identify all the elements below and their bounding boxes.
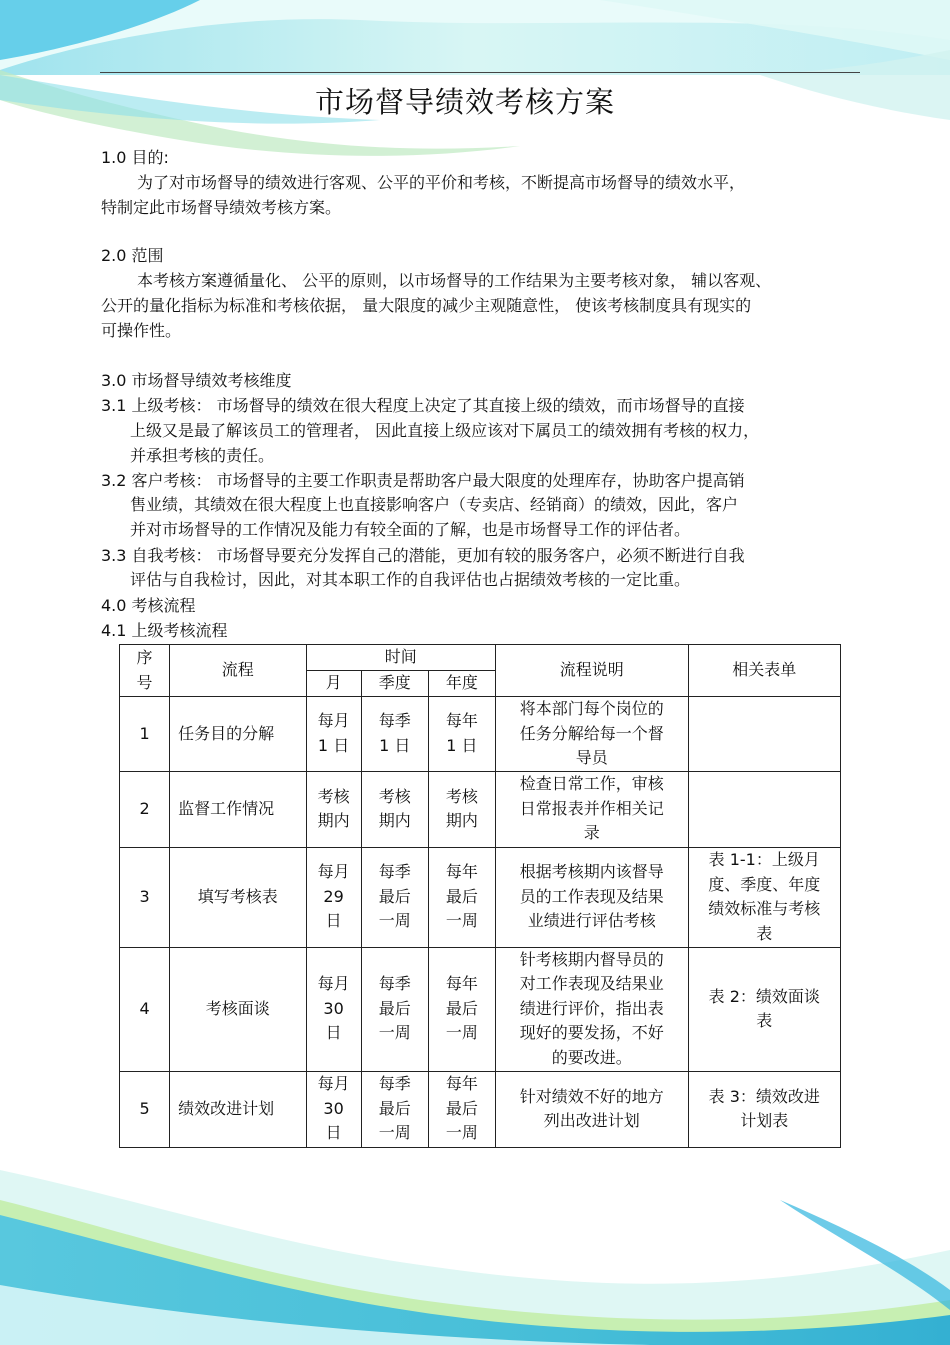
cell-description-line: 员的工作表现及结果 xyxy=(519,886,664,906)
cell-year-line: 最后 xyxy=(445,1098,478,1118)
header-rule xyxy=(100,72,860,73)
cell-quarter xyxy=(361,847,428,947)
cell-description xyxy=(496,1071,689,1147)
cell-description-line: 对工作表现及结果业 xyxy=(519,974,664,994)
cell-description-line: 日常报表并作相关记 xyxy=(519,798,664,818)
section-2-heading: 2.0 范围 xyxy=(101,246,164,265)
header-time: 时间 xyxy=(306,645,496,671)
section-3-1-line: 3.1 上级考核： 市场督导的绩效在很大程度上决定了其直接上级的绩效，而市场督导的直接 xyxy=(101,396,745,415)
cell-year-line: 期内 xyxy=(445,811,478,830)
cell-quarter-line: 每季 xyxy=(378,974,411,994)
cell-quarter-line: 一周 xyxy=(378,1123,411,1143)
cell-year xyxy=(428,771,495,847)
cell-quarter xyxy=(361,947,428,1071)
cell-description xyxy=(496,697,689,772)
cell-description-line: 业绩进行评估考核 xyxy=(527,911,656,931)
header-description: 流程说明 xyxy=(496,645,689,697)
cell-quarter-line: 最后 xyxy=(378,1098,411,1118)
cell-month-line: 1 日 xyxy=(317,735,350,755)
cell-year-line: 一周 xyxy=(445,1023,478,1043)
cell-month-line: 日 xyxy=(325,1123,342,1143)
cell-month-line: 30 xyxy=(323,998,344,1018)
table-row xyxy=(120,1071,841,1147)
cell-month-line: 期内 xyxy=(317,811,350,830)
cell-month xyxy=(306,771,361,847)
cell-quarter xyxy=(361,1071,428,1147)
section-1-text-line: 特制定此市场督导绩效考核方案。 xyxy=(101,198,342,217)
cell-forms xyxy=(688,771,840,847)
cell-year-line: 最后 xyxy=(445,886,478,906)
cell-process xyxy=(170,771,306,847)
cell-process-line: 填写考核表 xyxy=(197,886,278,906)
cell-seq-line: 2 xyxy=(139,798,150,818)
cell-seq-line: 1 xyxy=(139,723,150,743)
cell-month-line: 每月 xyxy=(317,1074,350,1094)
section-3-1-line: 并承担考核的责任。 xyxy=(130,446,275,465)
cell-forms-line: 表 3：绩效改进 xyxy=(708,1086,820,1106)
cell-description-line: 列出改进计划 xyxy=(543,1111,640,1130)
cell-forms-line: 表 xyxy=(756,923,773,943)
cell-year xyxy=(428,847,495,947)
table-row xyxy=(120,847,841,947)
cell-forms-line: 绩效标准与考核 xyxy=(708,899,821,918)
table-row xyxy=(120,697,841,772)
cell-year-line: 最后 xyxy=(445,998,478,1018)
header-forms: 相关表单 xyxy=(688,645,840,697)
section-3-1-line: 上级又是最了解该员工的管理者， 因此直接上级应该对下属员工的绩效拥有考核的权力， xyxy=(130,421,760,440)
cell-description-line: 针考核期内督导员的 xyxy=(519,949,664,969)
section-3-2-line: 并对市场督导的工作情况及能力有较全面的了解，也是市场督导工作的评估者。 xyxy=(130,520,691,539)
cell-year-line: 每年 xyxy=(445,862,478,882)
cell-description-line: 绩进行评价，指出表 xyxy=(519,998,664,1018)
cell-description xyxy=(496,847,689,947)
cell-seq xyxy=(120,847,170,947)
cell-process xyxy=(170,947,306,1071)
cell-description-line: 任务分解给每一个督 xyxy=(519,723,664,743)
cell-seq-line: 5 xyxy=(139,1098,150,1118)
cell-year-line: 每年 xyxy=(445,711,478,731)
cell-description-line: 将本部门每个岗位的 xyxy=(519,699,664,718)
cell-month-line: 30 xyxy=(323,1098,344,1118)
cell-quarter-line: 最后 xyxy=(378,886,411,906)
cell-process xyxy=(170,847,306,947)
cell-forms xyxy=(688,847,840,947)
cell-quarter-line: 最后 xyxy=(378,998,411,1018)
cell-description-line: 的要改进。 xyxy=(551,1047,632,1067)
cell-year-line: 一周 xyxy=(445,911,478,931)
cell-process-line: 任务目的分解 xyxy=(178,723,275,743)
cell-month-line: 日 xyxy=(325,1023,342,1043)
cell-quarter xyxy=(361,697,428,772)
header-seq xyxy=(120,645,170,697)
cell-description-line: 针对绩效不好的地方 xyxy=(519,1086,664,1106)
cell-month-line: 每月 xyxy=(317,711,350,731)
cell-month-line: 日 xyxy=(325,911,342,931)
cell-process xyxy=(170,697,306,772)
cell-quarter-line: 每季 xyxy=(378,862,411,882)
section-1-heading: 1.0 目的: xyxy=(101,148,169,167)
review-process-table xyxy=(119,644,841,1148)
header-year: 年度 xyxy=(428,671,495,697)
cell-month xyxy=(306,697,361,772)
cell-forms xyxy=(688,697,840,772)
section-3-3-line: 3.3 自我考核： 市场督导要充分发挥自己的潜能，更加有较的服务客户，必须不断进行自我 xyxy=(101,546,745,565)
cell-process-line: 绩效改进计划 xyxy=(178,1098,275,1118)
section-3-2-line: 3.2 客户考核： 市场督导的主要工作职责是帮助客户最大限度的处理库存，协助客户提高销 xyxy=(101,471,745,490)
cell-year-line: 每年 xyxy=(445,1074,478,1094)
header-quarter: 季度 xyxy=(361,671,428,697)
cell-year-line: 一周 xyxy=(445,1123,478,1143)
cell-month-line: 每月 xyxy=(317,862,350,882)
cell-quarter-line: 期内 xyxy=(378,811,411,830)
table-header-row xyxy=(120,645,841,671)
table-row xyxy=(120,771,841,847)
cell-description-line: 检查日常工作，审核 xyxy=(519,774,664,794)
cell-forms-line: 计划表 xyxy=(740,1111,789,1130)
cell-seq xyxy=(120,697,170,772)
section-2-text-line: 本考核方案遵循量化、 公平的原则，以市场督导的工作结果为主要考核对象， 辅以客观、 xyxy=(137,271,772,290)
cell-quarter xyxy=(361,771,428,847)
header-seq-line: 号 xyxy=(136,672,153,692)
cell-process-line: 监督工作情况 xyxy=(178,798,275,818)
header-month: 月 xyxy=(306,671,361,697)
cell-month xyxy=(306,847,361,947)
cell-quarter-line: 一周 xyxy=(378,1023,411,1043)
cell-month-line: 每月 xyxy=(317,974,350,994)
cell-forms xyxy=(688,1071,840,1147)
cell-description-line: 根据考核期内该督导 xyxy=(519,862,664,882)
cell-quarter-line: 1 日 xyxy=(379,735,411,755)
cell-month xyxy=(306,1071,361,1147)
cell-process xyxy=(170,1071,306,1147)
cell-quarter-line: 考核 xyxy=(378,786,411,806)
cell-forms-line: 表 1-1：上级月 xyxy=(708,850,820,869)
section-2-text-line: 公开的量化指标为标准和考核依据， 量大限度的减少主观随意性， 使该考核制度具有现实的 xyxy=(101,296,752,315)
cell-forms-line: 表 2：绩效面谈 xyxy=(708,986,820,1006)
cell-quarter-line: 每季 xyxy=(378,711,411,731)
document-title: 市场督导绩效考核方案 xyxy=(314,85,615,119)
cell-year-line: 每年 xyxy=(445,974,478,994)
cell-seq-line: 3 xyxy=(139,886,150,906)
cell-year xyxy=(428,1071,495,1147)
cell-description-line: 现好的要发扬，不好 xyxy=(519,1023,664,1043)
cell-quarter-line: 一周 xyxy=(378,911,411,931)
header-seq-line: 序 xyxy=(136,648,153,667)
cell-description-line: 导员 xyxy=(575,748,608,767)
cell-year xyxy=(428,947,495,1071)
cell-year-line: 考核 xyxy=(445,786,478,806)
cell-forms xyxy=(688,947,840,1071)
cell-year xyxy=(428,697,495,772)
section-3-3-line: 评估与自我检讨，因此，对其本职工作的自我评估也占据绩效考核的一定比重。 xyxy=(130,570,691,589)
cell-process-line: 考核面谈 xyxy=(205,998,270,1018)
cell-description xyxy=(496,771,689,847)
cell-forms-line: 度、季度、年度 xyxy=(708,874,821,894)
section-4-1-heading: 4.1 上级考核流程 xyxy=(101,621,228,640)
cell-forms-line: 表 xyxy=(756,1011,773,1030)
cell-month-line: 29 xyxy=(323,886,344,906)
table-row xyxy=(120,947,841,1071)
cell-seq xyxy=(120,947,170,1071)
cell-year-line: 1 日 xyxy=(446,735,478,755)
section-4-heading: 4.0 考核流程 xyxy=(101,596,196,615)
cell-description-line: 录 xyxy=(583,823,600,843)
cell-description xyxy=(496,947,689,1071)
cell-month xyxy=(306,947,361,1071)
section-3-2-line: 售业绩，其绩效在很大程度上也直接影响客户（专卖店、经销商）的绩效，因此，客户 xyxy=(130,495,739,514)
cell-month-line: 考核 xyxy=(317,786,350,806)
cell-quarter-line: 每季 xyxy=(378,1074,411,1094)
cell-seq xyxy=(120,771,170,847)
section-2-text-line: 可操作性。 xyxy=(101,321,182,340)
section-3-heading: 3.0 市场督导绩效考核维度 xyxy=(101,371,292,390)
cell-seq xyxy=(120,1071,170,1147)
cell-seq-line: 4 xyxy=(139,998,150,1018)
header-process: 流程 xyxy=(170,645,306,697)
section-1-text-line: 为了对市场督导的绩效进行客观、公平的平价和考核，不断提高市场督导的绩效水平， xyxy=(137,173,746,192)
